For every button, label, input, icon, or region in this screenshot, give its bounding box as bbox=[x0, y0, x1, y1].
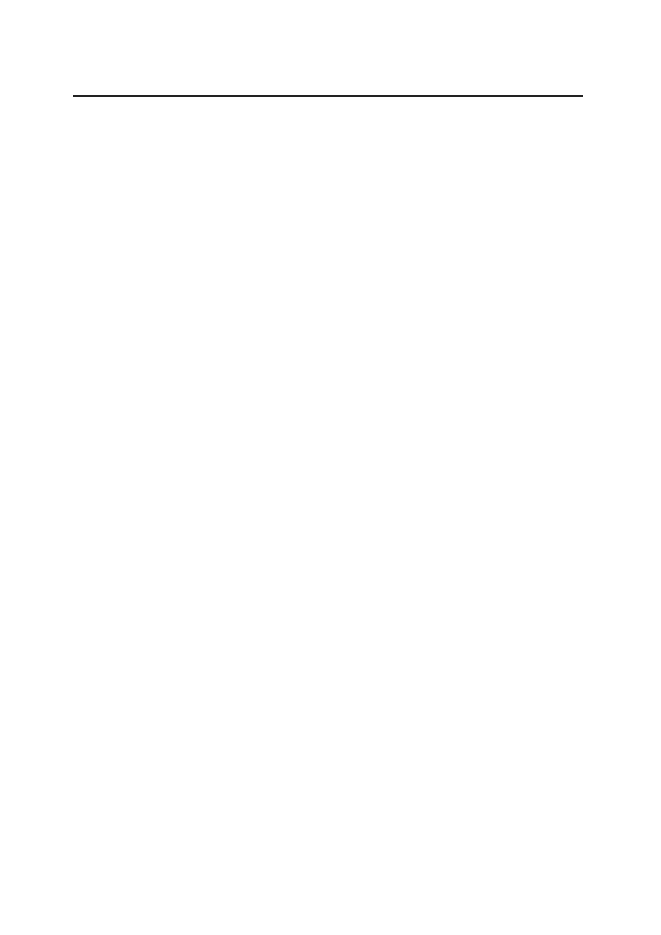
page-content bbox=[76, 91, 582, 104]
practices-table bbox=[73, 95, 583, 97]
